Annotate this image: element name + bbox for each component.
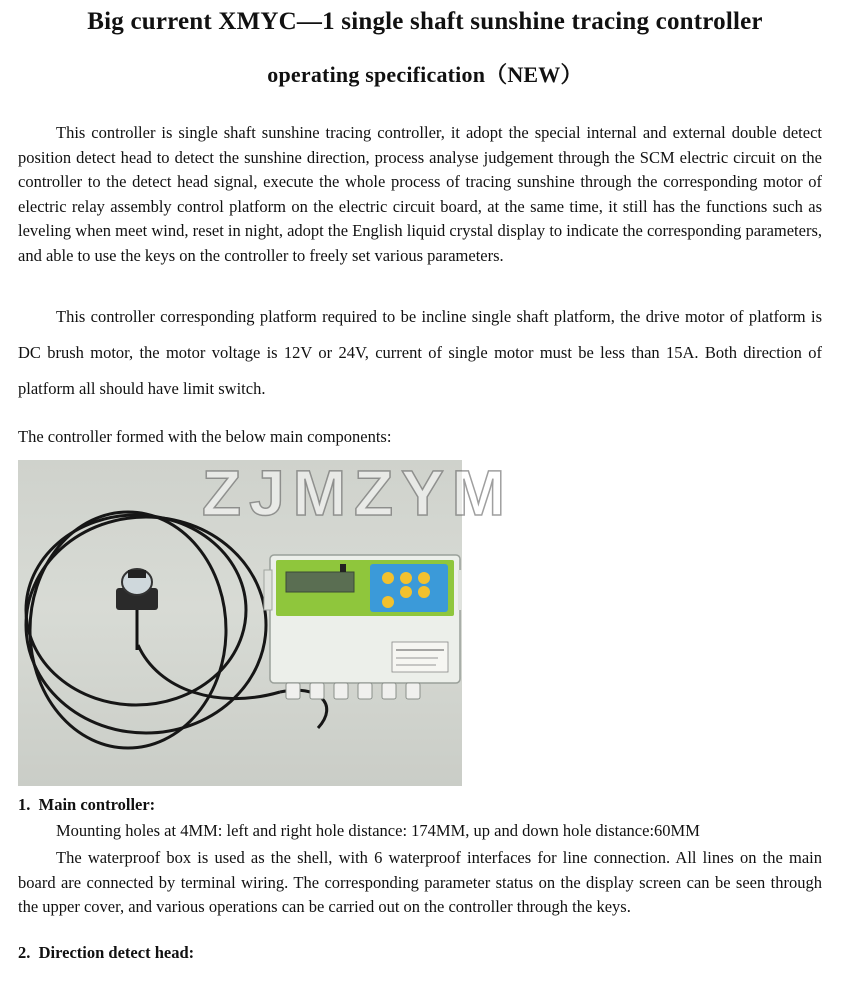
components-intro: The controller formed with the below main components: [18,427,392,446]
document-title-line1: Big current XMYC—1 single shaft sunshine tracing controller [87,8,763,35]
controller-box-icon [264,555,462,699]
document-title-line2: operating specification（NEW） [267,62,583,87]
watermark-logo: ZJMZYM [202,457,514,529]
section-heading-main-controller: 1. Main controller: [18,795,156,814]
platform-paragraph: This controller corresponding platform required to be incline single shaft platform, the drive motor of platform is DC brush motor, the motor voltage is 12V or 24V, current of single motor must be less than 15A. Both direction of platform all should have limit switch. [18,307,822,398]
section-heading-detect-head: 2. Direction detect head: [18,943,195,962]
waterproof-box-text: The waterproof box is used as the shell, with 6 waterproof interfaces for line connection. All lines on the main board are connected by terminal wiring. The corresponding parameter status on the display screen can be seen through the upper cover, and various operations can be carried out on the controller through the keys. [18,848,822,916]
mounting-holes-text: Mounting holes at 4MM: left and right hole distance: 174MM, up and down hole distance:60MM [56,821,700,840]
intro-paragraph: This controller is single shaft sunshine tracing controller, it adopt the special internal and external double detect position detect head to detect the sunshine direction, process analyse judgement through the SCM electric circuit on the controller to the detect head signal, execute the whole process of tracing sunshine through the corresponding motor of electric relay assembly control platform on the electric circuit board, at the same time, it still has the functions such as leveling when meet wind, reset in night, adopt the English liquid crystal display to indicate the corresponding parameters, and able to use the keys on the controller to freely set various parameters. [18,123,822,265]
detect-head-icon [116,569,158,650]
